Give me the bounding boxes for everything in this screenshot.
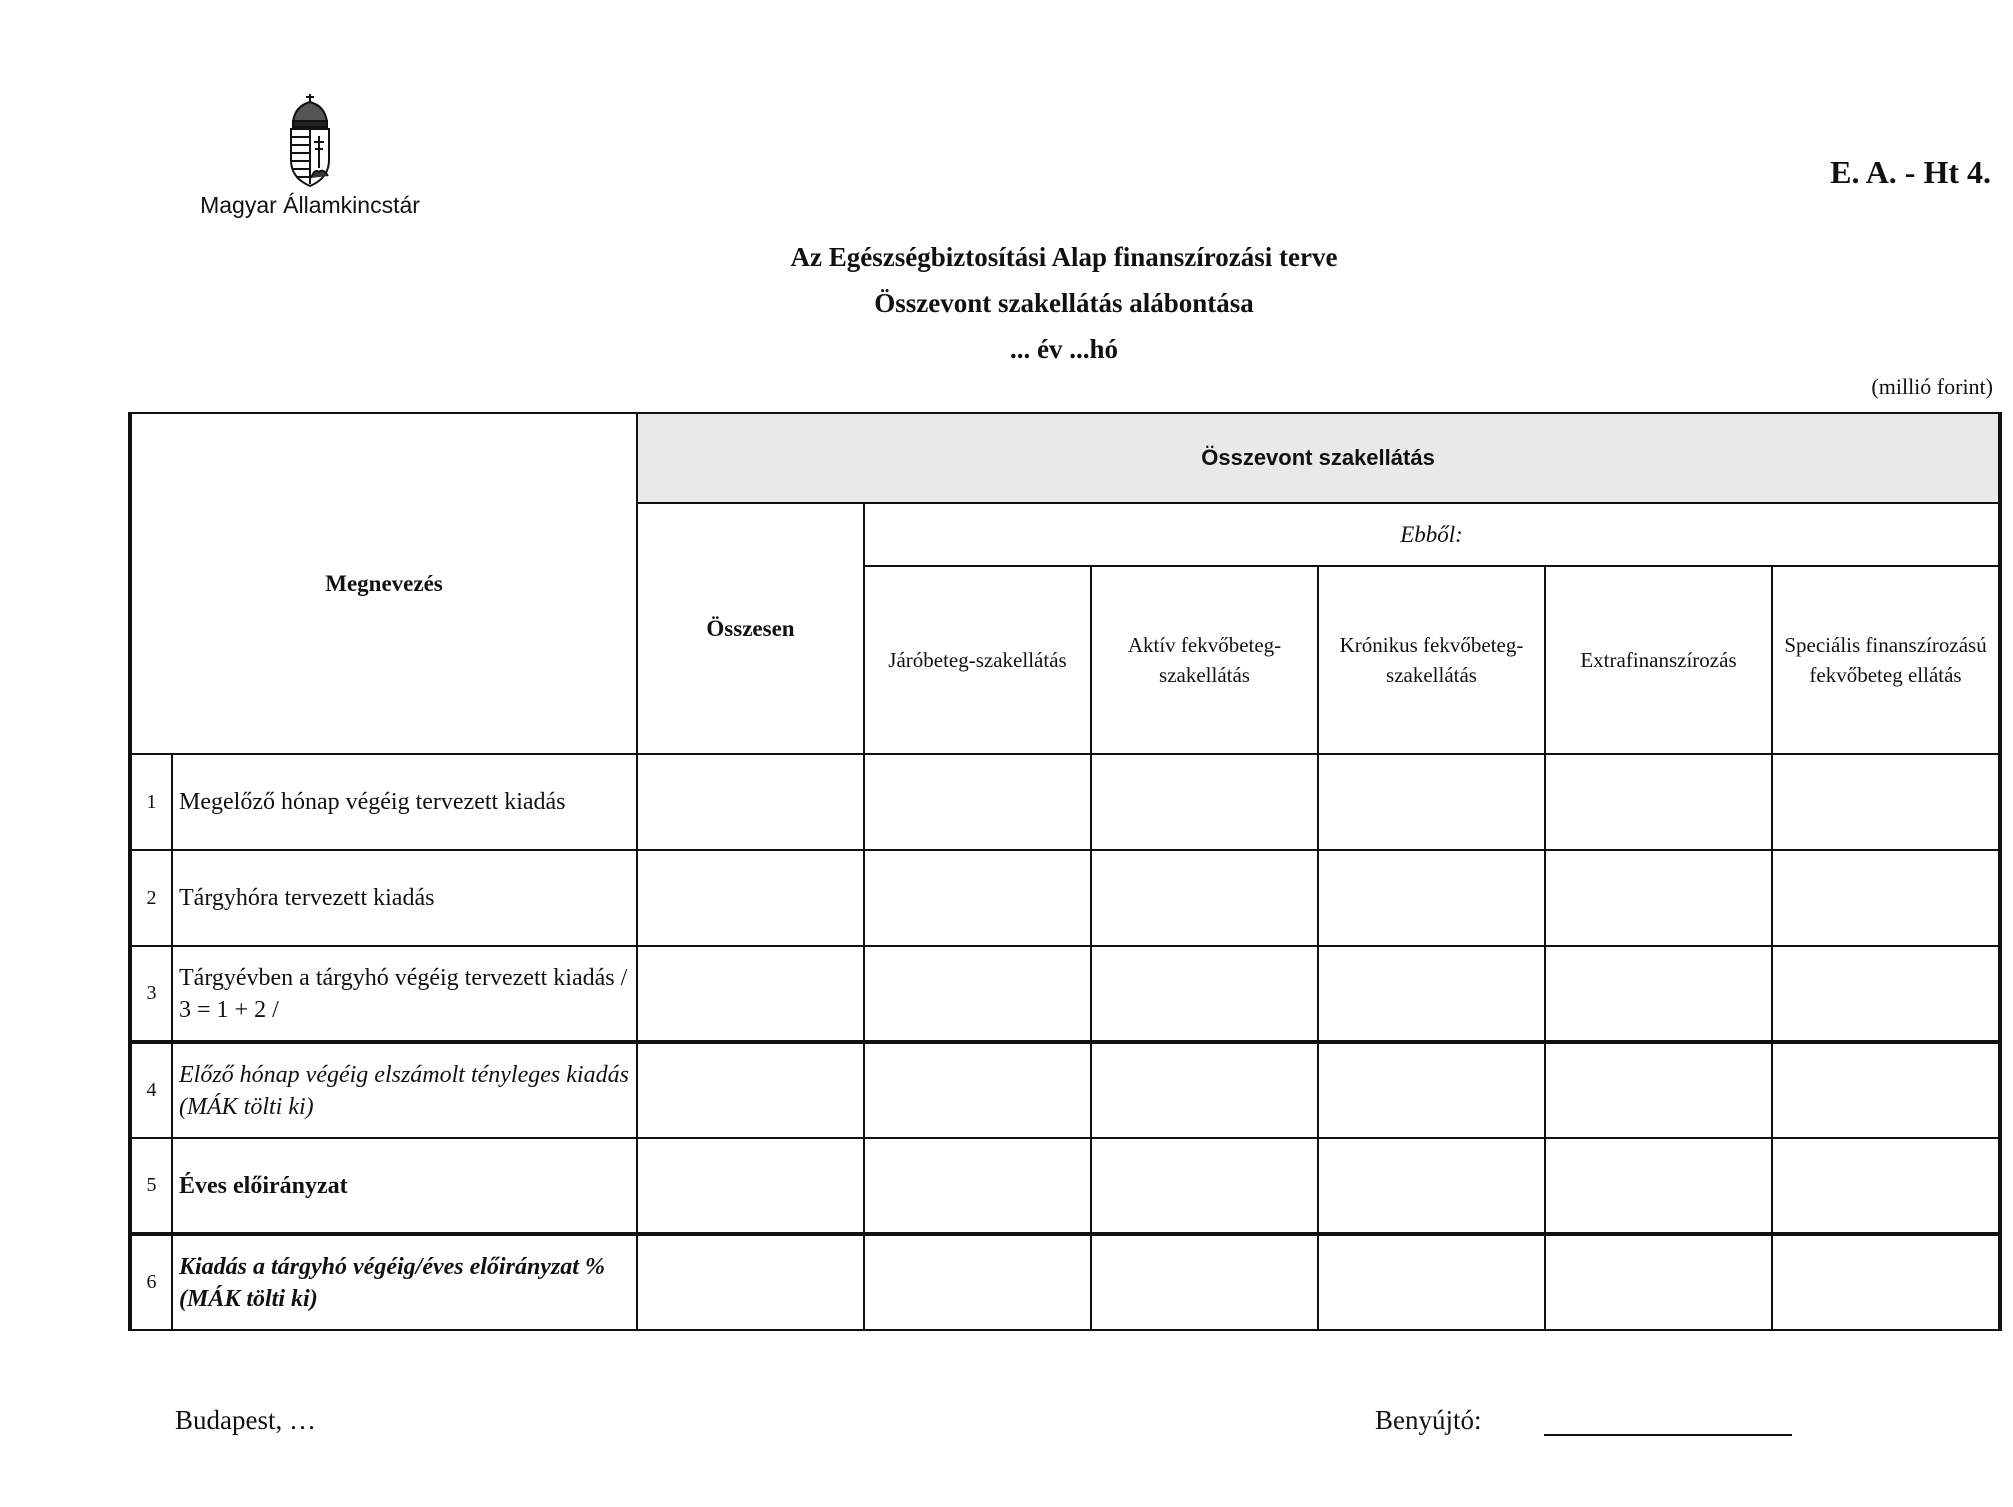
- cell-kronikus[interactable]: [1318, 850, 1545, 946]
- cell-osszesen[interactable]: [637, 1138, 864, 1234]
- title-block: [500, 234, 1628, 372]
- cell-aktiv[interactable]: [1091, 1138, 1318, 1234]
- cell-jarobeteg[interactable]: [864, 1042, 1091, 1138]
- row-label: Megelőző hónap végéig tervezett kiadás: [172, 754, 637, 850]
- cell-specialis[interactable]: [1772, 1138, 2000, 1234]
- table-row: [130, 1234, 2000, 1330]
- cell-specialis[interactable]: [1772, 946, 2000, 1042]
- period-line: ... év ...hó: [1010, 334, 1118, 364]
- cell-osszesen[interactable]: [637, 946, 864, 1042]
- row-label: Előző hónap végéig elszámolt tényleges kiadás (MÁK tölti ki): [172, 1042, 637, 1138]
- cell-kronikus[interactable]: [1318, 946, 1545, 1042]
- cell-extrafinanszirozas[interactable]: [1545, 850, 1772, 946]
- cell-osszesen[interactable]: [637, 1234, 864, 1330]
- cell-jarobeteg[interactable]: [864, 1234, 1091, 1330]
- cell-aktiv[interactable]: [1091, 850, 1318, 946]
- page-title: Az Egészségbiztosítási Alap finanszírozási terve: [790, 242, 1338, 272]
- cell-kronikus[interactable]: [1318, 754, 1545, 850]
- cell-osszesen[interactable]: [637, 754, 864, 850]
- logo-block: [180, 92, 440, 219]
- cell-kronikus[interactable]: [1318, 1042, 1545, 1138]
- table-row: [130, 850, 2000, 946]
- col-header-aktiv: Aktív fekvőbeteg-szakellátás: [1091, 566, 1318, 754]
- cell-extrafinanszirozas[interactable]: [1545, 1234, 1772, 1330]
- form-code: E. A. - Ht 4.: [1830, 154, 1991, 190]
- table-row: [130, 1138, 2000, 1234]
- signature-line[interactable]: [1544, 1434, 1792, 1436]
- table-row: [130, 754, 2000, 850]
- plan-table: [128, 412, 2002, 1331]
- col-header-megnevezes: Megnevezés: [130, 413, 637, 754]
- row-number: 5: [130, 1138, 172, 1234]
- col-header-jarobeteg: Járóbeteg-szakellátás: [864, 566, 1091, 754]
- row-label: Tárgyhóra tervezett kiadás: [172, 850, 637, 946]
- row-number: 6: [130, 1234, 172, 1330]
- cell-specialis[interactable]: [1772, 1042, 2000, 1138]
- cell-osszesen[interactable]: [637, 1042, 864, 1138]
- col-header-extrafinanszirozas: Extrafinanszírozás: [1545, 566, 1772, 754]
- cell-specialis[interactable]: [1772, 754, 2000, 850]
- cell-extrafinanszirozas[interactable]: [1545, 1042, 1772, 1138]
- row-number: 2: [130, 850, 172, 946]
- submitter-label: Benyújtó:: [1375, 1405, 1482, 1435]
- logo-org-name: Magyar Államkincstár: [200, 192, 420, 218]
- row-number: 3: [130, 946, 172, 1042]
- subgroup-header: Ebből:: [864, 503, 2000, 566]
- cell-jarobeteg[interactable]: [864, 754, 1091, 850]
- cell-specialis[interactable]: [1772, 1234, 2000, 1330]
- cell-extrafinanszirozas[interactable]: [1545, 754, 1772, 850]
- col-header-specialis: Speciális finanszírozású fekvőbeteg ellátás: [1772, 566, 2000, 754]
- group-header: Összevont szakellátás: [637, 413, 2000, 503]
- cell-extrafinanszirozas[interactable]: [1545, 946, 1772, 1042]
- cell-kronikus[interactable]: [1318, 1234, 1545, 1330]
- cell-extrafinanszirozas[interactable]: [1545, 1138, 1772, 1234]
- cell-aktiv[interactable]: [1091, 1234, 1318, 1330]
- hungarian-coat-of-arms-icon: [283, 92, 337, 188]
- row-label: Éves előirányzat: [172, 1138, 637, 1234]
- col-header-kronikus: Krónikus fekvőbeteg-szakellátás: [1318, 566, 1545, 754]
- page-subtitle: Összevont szakellátás alábontása: [874, 288, 1254, 318]
- row-label: Tárgyévben a tárgyhó végéig tervezett kiadás / 3 = 1 + 2 /: [172, 946, 637, 1042]
- cell-specialis[interactable]: [1772, 850, 2000, 946]
- table-row: [130, 946, 2000, 1042]
- cell-jarobeteg[interactable]: [864, 1138, 1091, 1234]
- cell-jarobeteg[interactable]: [864, 946, 1091, 1042]
- unit-label: (millió forint): [1871, 374, 1993, 399]
- cell-osszesen[interactable]: [637, 850, 864, 946]
- cell-jarobeteg[interactable]: [864, 850, 1091, 946]
- table-row: [130, 1042, 2000, 1138]
- col-header-osszesen: Összesen: [637, 503, 864, 754]
- cell-aktiv[interactable]: [1091, 946, 1318, 1042]
- row-label: Kiadás a tárgyhó végéig/éves előirányzat % (MÁK tölti ki): [172, 1234, 637, 1330]
- cell-aktiv[interactable]: [1091, 754, 1318, 850]
- cell-aktiv[interactable]: [1091, 1042, 1318, 1138]
- footer-place: Budapest, …: [175, 1405, 316, 1435]
- row-number: 4: [130, 1042, 172, 1138]
- cell-kronikus[interactable]: [1318, 1138, 1545, 1234]
- row-number: 1: [130, 754, 172, 850]
